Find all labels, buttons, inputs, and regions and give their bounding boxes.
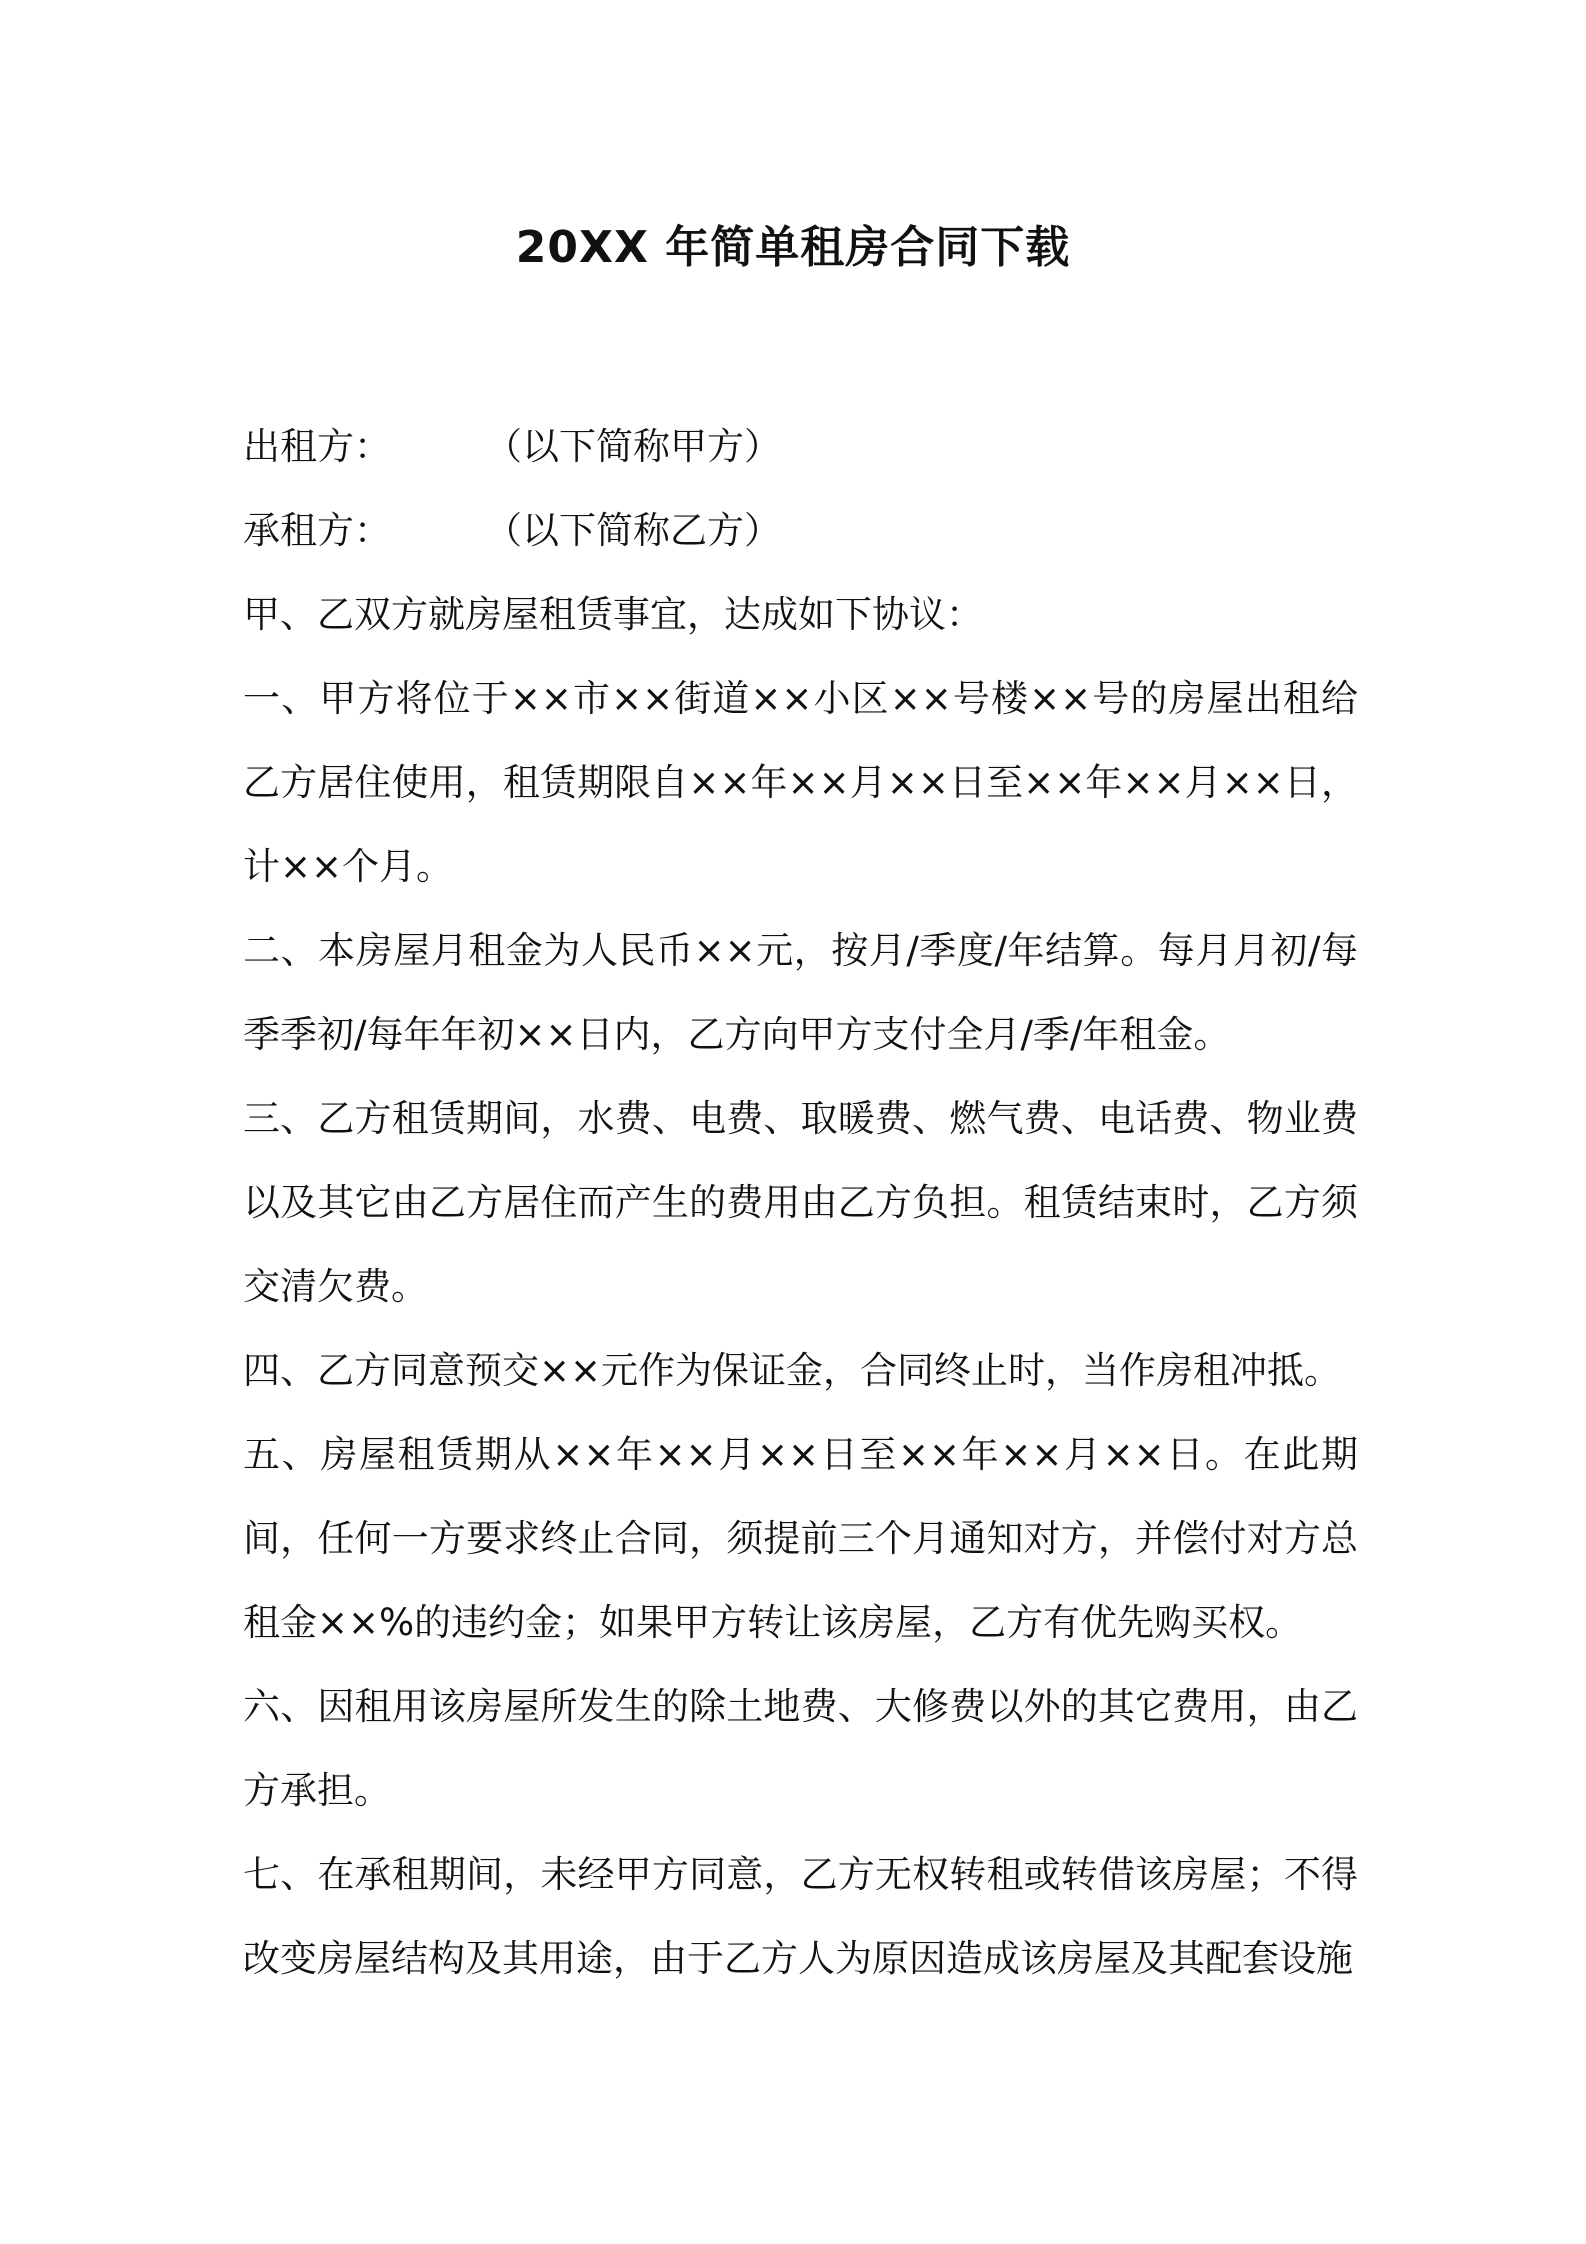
lessor-line <box>243 405 1358 489</box>
clause-3: 三、乙方租赁期间，水费、电费、取暖费、燃气费、电话费、物业费以及其它由乙方居住而产生的费用由乙方负担。租赁结束时，乙方须交清欠费。 <box>243 1097 1358 1308</box>
document-title: 20XX 年简单租房合同下载 <box>515 222 1071 273</box>
lessee-label: 承租方： <box>243 509 391 552</box>
lessee-line <box>243 489 1358 573</box>
clause-6: 六、因租用该房屋所发生的除土地费、大修费以外的其它费用，由乙方承担。 <box>243 1685 1358 1812</box>
lessee-note: （以下简称乙方） <box>485 509 781 552</box>
clause-2: 二、本房屋月租金为人民币××元，按月/季度/年结算。每月月初/每季季初/每年年初××日内，乙方向甲方支付全月/季/年租金。 <box>243 929 1358 1056</box>
lessor-label: 出租方： <box>243 425 391 468</box>
clause-5: 五、房屋租赁期从××年××月××日至××年××月××日。在此期间，任何一方要求终止合同，须提前三个月通知对方，并偿付对方总租金××%的违约金；如果甲方转让该房屋，乙方有优先购买权。 <box>243 1433 1358 1644</box>
clause-7: 七、在承租期间，未经甲方同意，乙方无权转租或转借该房屋；不得改变房屋结构及其用途，由于乙方人为原因造成该房屋及其配套设施 <box>243 1853 1358 1980</box>
lessor-note: （以下简称甲方） <box>485 425 781 468</box>
agreement-intro: 甲、乙双方就房屋租赁事宜，达成如下协议： <box>243 593 983 636</box>
document-body <box>243 405 1358 2001</box>
clause-4: 四、乙方同意预交××元作为保证金，合同终止时，当作房租冲抵。 <box>243 1349 1342 1392</box>
clause-1: 一、甲方将位于××市××街道××小区××号楼××号的房屋出租给乙方居住使用，租赁期限自××年××月××日至××年××月××日，计××个月。 <box>243 677 1358 888</box>
